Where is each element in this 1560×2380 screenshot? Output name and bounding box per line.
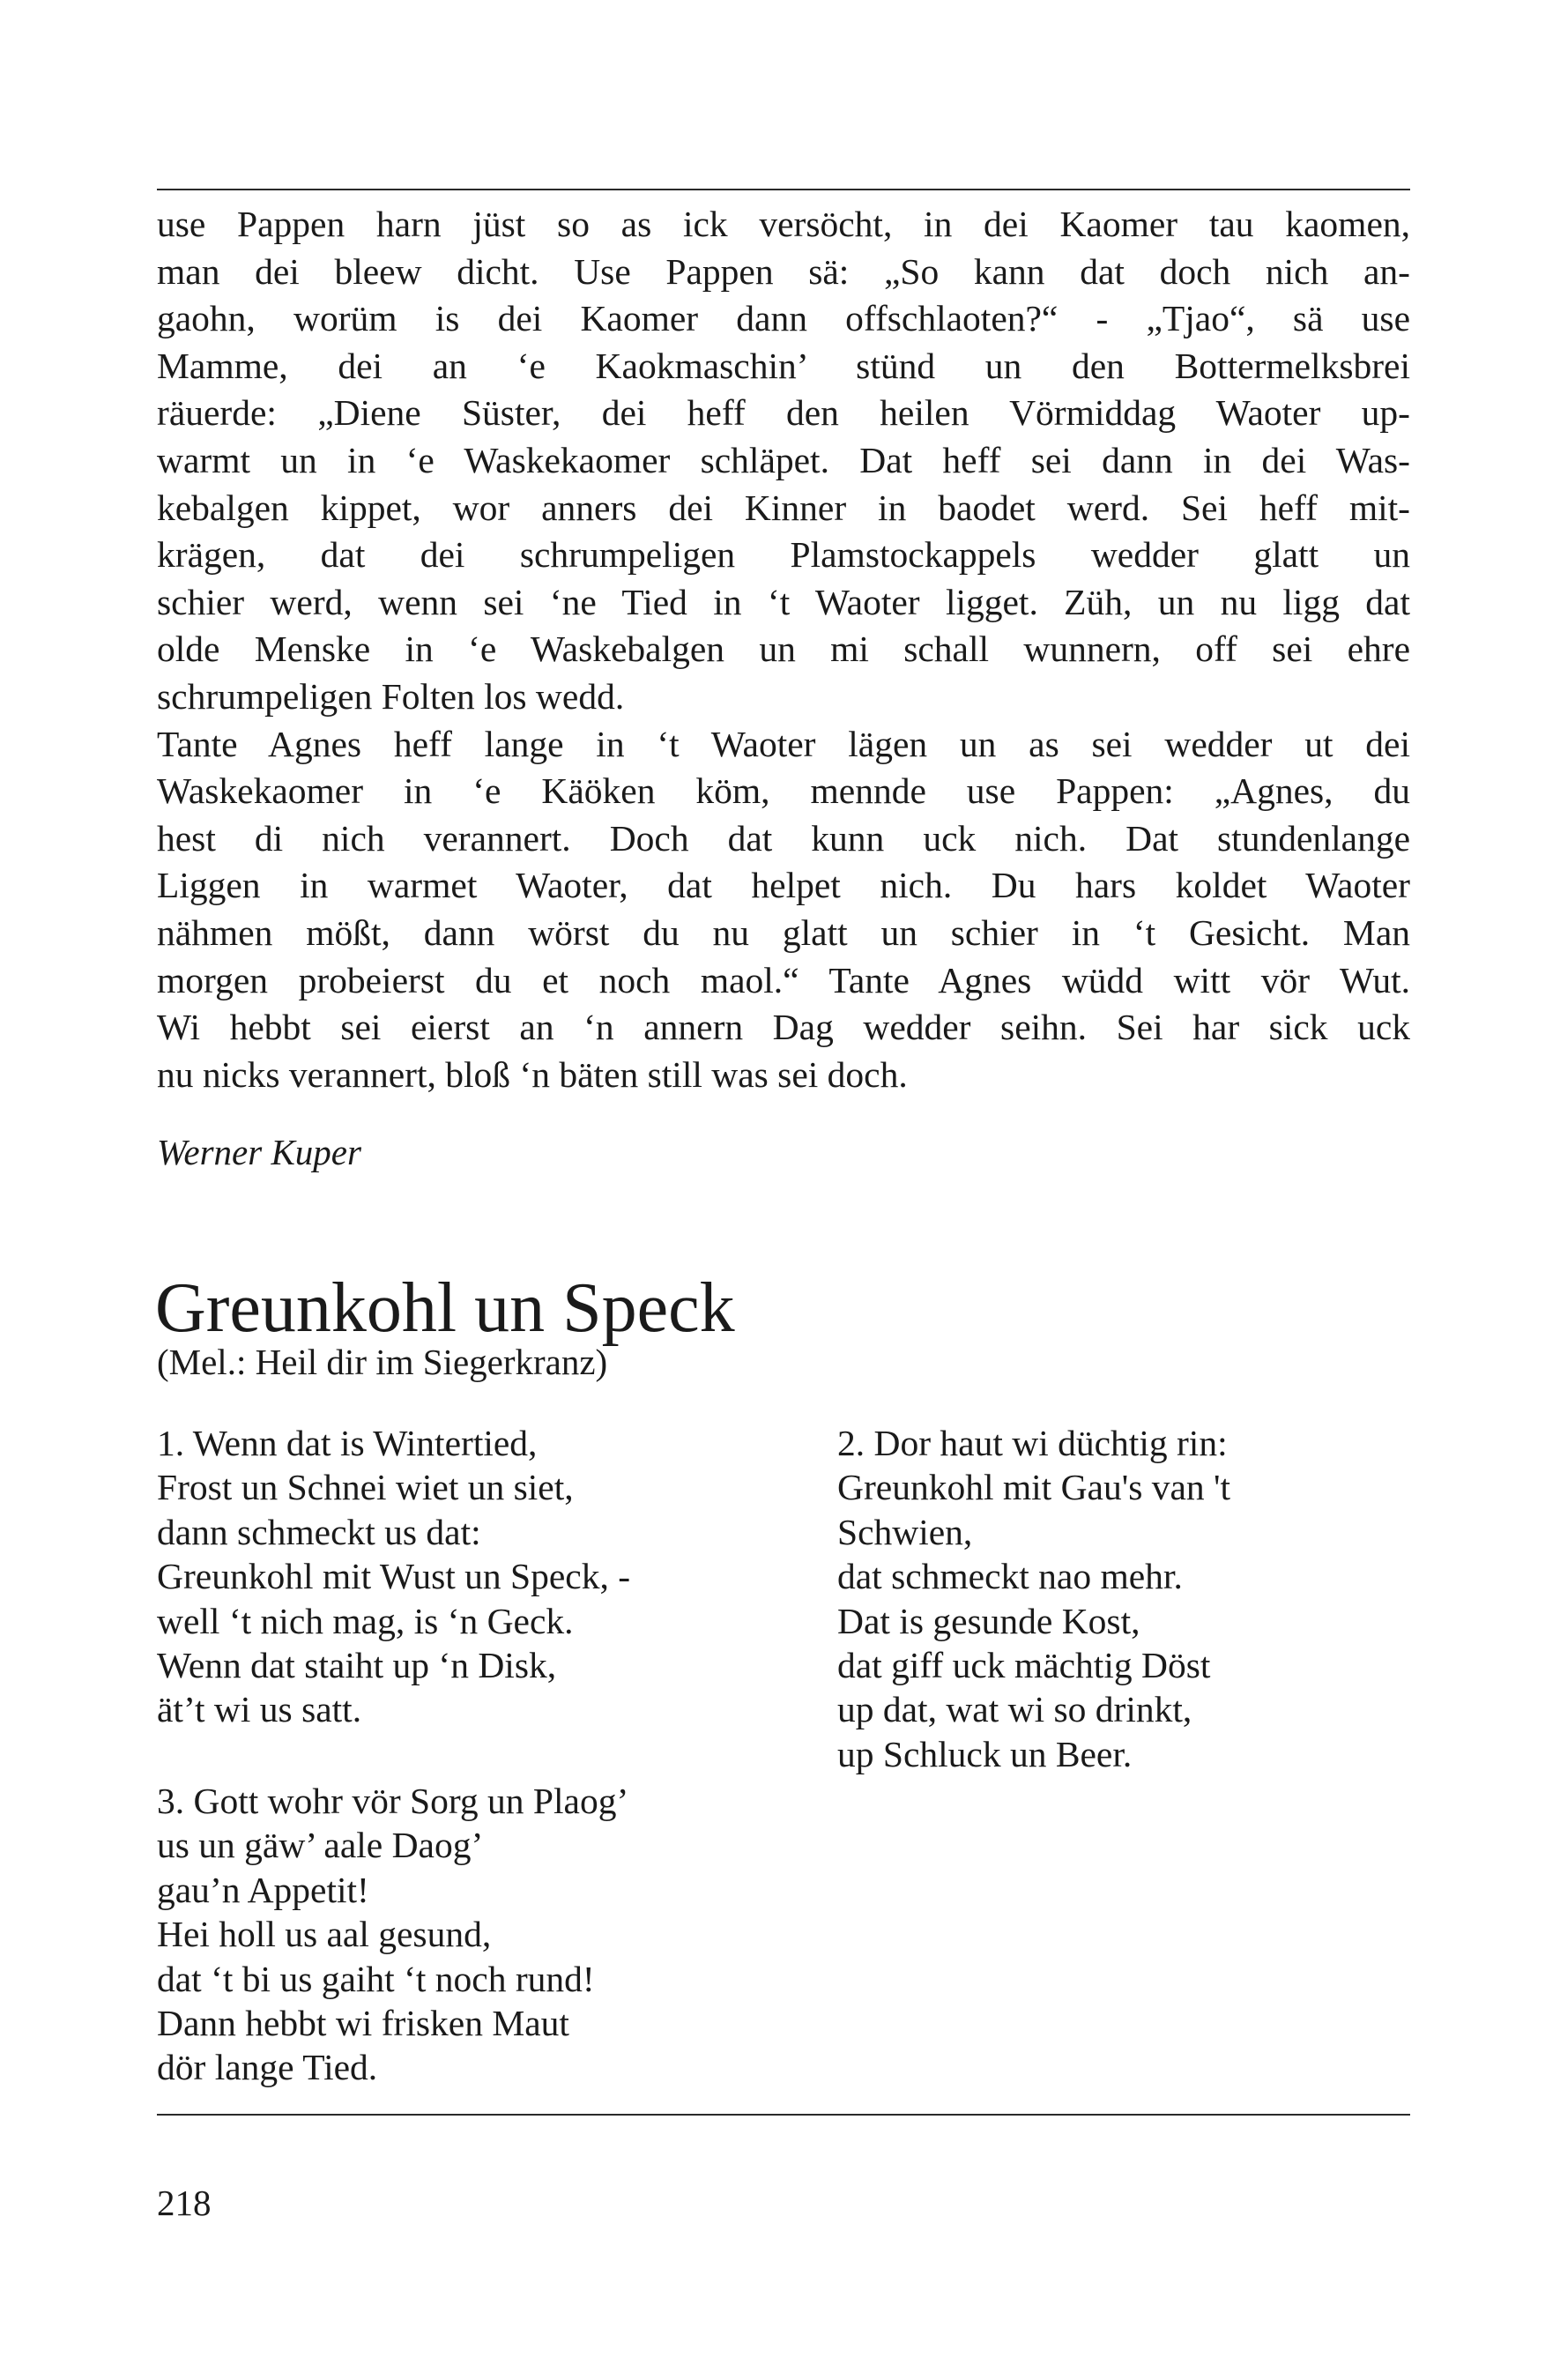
verse-line: Greunkohl mit Wust un Speck, - bbox=[157, 1556, 631, 1597]
verse-line: Greunkohl mit Gau's van 't bbox=[837, 1467, 1231, 1508]
verse-line: up dat, wat wi so drinkt, bbox=[837, 1689, 1192, 1730]
prose-line: krägen, dat dei schrumpeligen Plamstockappels wedder glatt un bbox=[157, 534, 1410, 576]
prose-line: use Pappen harn jüst so as ick versöcht, in dei Kaomer tau kaomen, bbox=[157, 204, 1410, 244]
verse-line: Frost un Schnei wiet un siet, bbox=[157, 1467, 574, 1508]
prose-line: schier werd, wenn sei ‘ne Tied in ‘t Waoter ligget. Züh, un nu ligg dat bbox=[157, 581, 1410, 622]
verse-line: dat ‘t bi us gaiht ‘t noch rund! bbox=[157, 1958, 595, 1999]
bottom-rule bbox=[157, 2114, 1410, 2116]
prose-line: Tante Agnes heff lange in ‘t Waoter lägen un as sei wedder ut dei bbox=[157, 723, 1410, 764]
author-name: Werner Kuper bbox=[157, 1132, 361, 1172]
prose-line: nu nicks verannert, bloß ‘n bäten still was sei doch. bbox=[157, 1053, 908, 1095]
top-rule bbox=[157, 189, 1410, 190]
prose-line: räuerde: „Diene Süster, dei heff den heilen Vörmiddag Waoter up- bbox=[157, 392, 1410, 434]
prose-line: Waskekaomer in ‘e Käöken köm, mennde use Pappen: „Agnes, du bbox=[157, 770, 1410, 812]
verse-line: Dann hebbt wi frisken Maut bbox=[157, 2003, 569, 2044]
verse-1 bbox=[157, 1421, 630, 1732]
verse-line: 3. Gott wohr vör Sorg un Plaog’ bbox=[157, 1781, 629, 1821]
prose-line: Liggen in warmet Waoter, dat helpet nich. Du hars koldet Waoter bbox=[157, 865, 1410, 906]
verse-3 bbox=[157, 1779, 628, 2090]
verse-line: well ‘t nich mag, is ‘n Geck. bbox=[157, 1600, 574, 1641]
verse-line: 1. Wenn dat is Wintertied, bbox=[157, 1423, 538, 1463]
prose-line: Mamme, dei an ‘e Kaokmaschin’ stünd un den Bottermelksbrei bbox=[157, 345, 1410, 386]
prose-line: gaohn, worüm is dei Kaomer dann offschlaoten?“ - „Tjao“, sä use bbox=[157, 298, 1410, 339]
poem-subtitle: (Mel.: Heil dir im Siegerkranz) bbox=[157, 1342, 608, 1382]
verse-line: dat schmeckt nao mehr. bbox=[837, 1556, 1183, 1597]
prose-line: man dei bleew dicht. Use Pappen sä: „So kann dat doch nich an- bbox=[157, 250, 1410, 292]
verse-line: us un gäw’ aale Daog’ bbox=[157, 1825, 484, 1866]
verse-line: 2. Dor haut wi düchtig rin: bbox=[837, 1423, 1228, 1463]
verse-line: up Schluck un Beer. bbox=[837, 1733, 1133, 1774]
verse-line: dann schmeckt us dat: bbox=[157, 1511, 481, 1552]
prose-line: schrumpeligen Folten los wedd. bbox=[157, 675, 625, 717]
verse-line: dat giff uck mächtig Döst bbox=[837, 1645, 1211, 1686]
prose-line: hest di nich verannert. Doch dat kunn uck nich. Dat stundenlange bbox=[157, 817, 1410, 859]
prose-line: Wi hebbt sei eierst an ‘n annern Dag wedder seihn. Sei har sick uck bbox=[157, 1007, 1410, 1048]
page-number: 218 bbox=[157, 2183, 212, 2223]
prose-line: olde Menske in ‘e Waskebalgen un mi schall wunnern, off sei ehre bbox=[157, 628, 1410, 670]
story-text bbox=[157, 201, 1410, 1098]
prose-line: nähmen mößt, dann wörst du nu glatt un schier in ‘t Gesicht. Man bbox=[157, 911, 1410, 953]
verse-line: ät’t wi us satt. bbox=[157, 1689, 362, 1730]
verse-2 bbox=[837, 1421, 1230, 1776]
prose-line: kebalgen kippet, wor anners dei Kinner in baodet werd. Sei heff mit- bbox=[157, 487, 1410, 528]
verse-line: Wenn dat staiht up ‘n Disk, bbox=[157, 1645, 557, 1686]
verse-line: dör lange Tied. bbox=[157, 2047, 378, 2088]
verse-line: Schwien, bbox=[837, 1511, 973, 1552]
verse-line: Hei holl us aal gesund, bbox=[157, 1914, 492, 1955]
verse-line: gau’n Appetit! bbox=[157, 1869, 369, 1910]
prose-line: morgen probeierst du et noch maol.“ Tante Agnes wüdd witt vör Wut. bbox=[157, 959, 1410, 1000]
poem-title: Greunkohl un Speck bbox=[155, 1269, 735, 1347]
verse-line: Dat is gesunde Kost, bbox=[837, 1600, 1140, 1641]
prose-line: warmt un in ‘e Waskekaomer schläpet. Dat heff sei dann in dei Was- bbox=[157, 439, 1410, 480]
